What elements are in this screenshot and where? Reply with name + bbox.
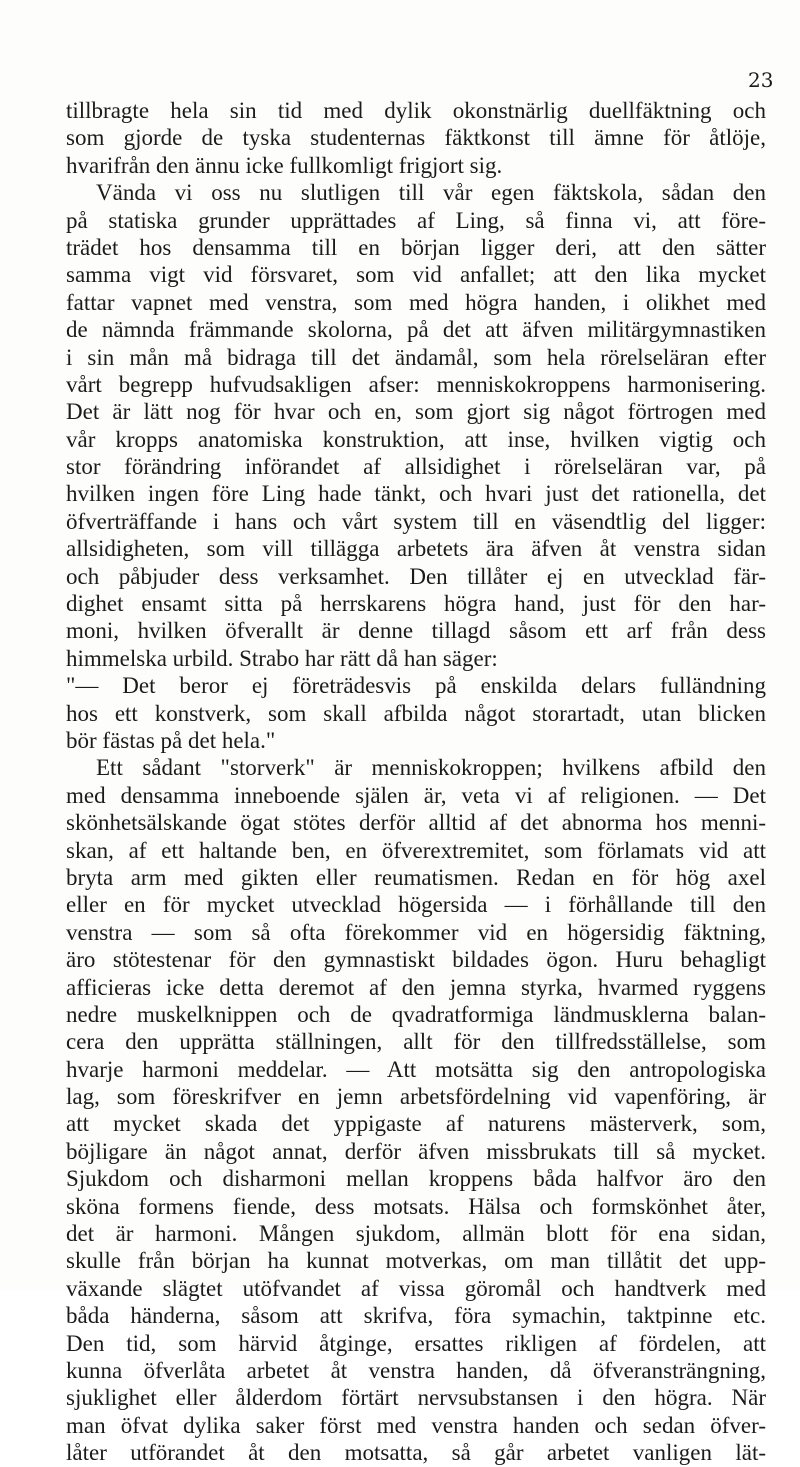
text-line: med densamma inneboende själen är, veta vi af religionen. — Det: [66, 782, 766, 808]
text-line: att mycket skada det yppigaste af naturens mästerverk, som,: [66, 1111, 766, 1137]
text-line: öfverträffande i hans och vårt system till en väsendtlig del ligger:: [66, 508, 766, 534]
text-line: båda händerna, såsom att skrifva, föra symachin, taktpinne etc.: [66, 1303, 766, 1329]
text-line: moni, hvilken öfverallt är denne tillagd såsom ett arf från dess: [66, 618, 766, 644]
text-line: trädet hos densamma till en början ligger deri, att den sätter: [66, 234, 766, 260]
text-line: stor förändring införandet af allsidighet i rörelseläran var, på: [66, 454, 766, 480]
text-line: hvarifrån den ännu icke fullkomligt frigjort sig.: [66, 152, 503, 178]
text-line: himmelska urbild. Strabo har rätt då han säger:: [66, 645, 498, 671]
text-line: hvarje harmoni meddelar. — Att motsätta sig den antropologiska: [66, 1056, 766, 1082]
text-line: Det är lätt nog för hvar och en, som gjort sig något förtrogen med: [66, 399, 766, 425]
text-line: på statiska grunder upprättades af Ling, så finna vi, att före-: [66, 207, 766, 233]
text-line: som gjorde de tyska studenternas fäktkonst till ämne för åtlöje,: [66, 125, 766, 151]
text-line: lag, som föreskrifver en jemn arbetsfördelning vid vapenföring, är: [66, 1084, 766, 1110]
text-line: böjligare än något annat, derför äfven missbrukats till så mycket.: [66, 1138, 766, 1164]
text-line: samma vigt vid försvaret, som vid anfallet; att den lika mycket: [66, 262, 766, 288]
text-line: nedre muskelknippen och de qvadratformiga ländmusklerna balan-: [66, 1001, 766, 1027]
text-line: tillbragte hela sin tid med dylik okonstnärlig duellfäktning och: [66, 98, 766, 123]
text-line: skan, af ett haltande ben, en öfverextremitet, som förlamats vid att: [66, 837, 766, 863]
text-line: kunna öfverlåta arbetet åt venstra handen, då öfveransträngning,: [66, 1357, 766, 1383]
text-line: afficieras icke detta deremot af den jemna styrka, hvarmed ryggens: [66, 974, 766, 1000]
text-line: Sjukdom och disharmoni mellan kroppens båda halfvor äro den: [66, 1166, 766, 1192]
text-line: sjuklighet eller ålderdom förtärt nervsubstansen i den högra. När: [66, 1385, 766, 1411]
text-line: Vända vi oss nu slutligen till vår egen fäktskola, sådan den: [96, 180, 766, 206]
text-line: hvilken ingen före Ling hade tänkt, och hvari just det rationella, det: [66, 481, 766, 507]
text-line: bör fästas på det hela.": [66, 727, 276, 753]
body-text: [66, 97, 766, 1467]
text-line: äro stötestenar för den gymnastiskt bildades ögon. Huru behagligt: [66, 947, 766, 973]
text-line: de nämnda främmande skolorna, på det att äfven militärgymnastiken: [66, 317, 766, 343]
text-line: eller en för mycket utvecklad högersida — i förhållande till den: [66, 892, 766, 918]
page-number: 23: [748, 68, 774, 92]
text-line: växande slägtet utöfvandet af vissa göromål och handtverk med: [66, 1275, 766, 1301]
text-line: allsidigheten, som vill tillägga arbetets ära äfven åt venstra sidan: [66, 536, 766, 562]
text-line: Ett sådant "storverk" är menniskokroppen; hvilkens afbild den: [96, 755, 766, 781]
text-line: det är harmoni. Mången sjukdom, allmän blott för ena sidan,: [66, 1221, 766, 1247]
text-line: skönhetsälskande ögat stötes derför alltid af det abnorma hos menni-: [66, 810, 766, 836]
text-line: vårt begrepp hufvudsakligen afser: menniskokroppens harmonisering.: [66, 371, 766, 397]
text-line: venstra — som så ofta förekommer vid en högersidig fäktning,: [66, 919, 766, 945]
text-line: i sin mån må bidraga till det ändamål, som hela rörelseläran efter: [66, 344, 766, 370]
text-line: Den tid, som härvid åtginge, ersattes rikligen af fördelen, att: [66, 1330, 766, 1356]
text-line: "— Det beror ej företrädesvis på enskilda delars fulländning: [66, 673, 766, 699]
text-line: låter utförandet åt den motsatta, så går arbetet vanligen lät-: [66, 1440, 766, 1466]
text-line: man öfvat dylika saker först med venstra handen och sedan öfver-: [66, 1412, 766, 1438]
text-line: vår kropps anatomiska konstruktion, att inse, hvilken vigtig och: [66, 426, 766, 452]
text-line: bryta arm med gikten eller reumatismen. Redan en för hög axel: [66, 864, 766, 890]
text-line: skulle från början ha kunnat motverkas, om man tillåtit det upp-: [66, 1248, 766, 1274]
text-line: cera den upprätta ställningen, allt för den tillfredsställelse, som: [66, 1029, 766, 1055]
text-line: och påbjuder dess verksamhet. Den tillåter ej en utvecklad fär-: [66, 563, 766, 589]
text-line: fattar vapnet med venstra, som med högra handen, i olikhet med: [66, 289, 766, 315]
text-line: dighet ensamt sitta på herrskarens högra hand, just för den har-: [66, 591, 766, 617]
text-line: sköna formens fiende, dess motsats. Hälsa och formskönhet åter,: [66, 1193, 766, 1219]
text-line: hos ett konstverk, som skall afbilda något storartadt, utan blicken: [66, 700, 766, 726]
